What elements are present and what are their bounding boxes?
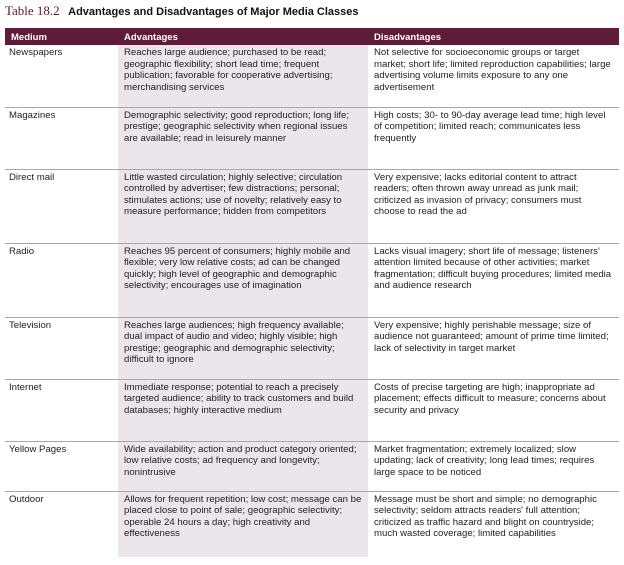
disadvantages-cell: Market fragmentation; extremely localized; slow updating; lack of creativity; long lead times; requires large space to be noticed xyxy=(374,443,595,478)
table-row xyxy=(5,107,619,169)
medium-cell: Radio xyxy=(9,245,35,257)
medium-cell: Internet xyxy=(9,381,42,393)
header-row xyxy=(5,28,619,45)
table-caption xyxy=(5,2,359,18)
table-row xyxy=(5,441,619,491)
medium-cell: Outdoor xyxy=(9,493,44,505)
table-row xyxy=(5,379,619,441)
table-row xyxy=(5,45,619,107)
disadvantages-cell: High costs; 30- to 90-day average lead time; high level of competition; limited reach; communicates less frequently xyxy=(374,109,606,144)
table-row xyxy=(5,317,619,379)
table-row xyxy=(5,243,619,317)
medium-cell: Yellow Pages xyxy=(9,443,67,455)
header-medium: Medium xyxy=(5,28,118,45)
table-row xyxy=(5,169,619,243)
advantages-cell: Wide availability; action and product category oriented; low relative costs; ad frequency and longevity; nonintrusive xyxy=(118,441,368,491)
medium-cell: Newspapers xyxy=(9,47,63,58)
disadvantages-cell: Very expensive; lacks editorial content to attract readers; often thrown away unread as junk mail; criticized as invasion of privacy; consumers must choose to read the ad xyxy=(374,171,582,217)
advantages-cell: Reaches large audience; purchased to be read; geographic flexibility; short lead time; frequent publication; favorable for cooperative advertising; merchandising services xyxy=(118,45,368,107)
disadvantages-cell: Not selective for socioeconomic groups or target market; short life; limited reproduction capabilities; large advertising volume limits exposure to any one advertisement xyxy=(374,47,611,93)
advantages-cell: Allows for frequent repetition; low cost; message can be placed close to point of sale; geographic selectivity; operable 24 hours a day; high creativity and effectiveness xyxy=(118,491,368,557)
table-title: Advantages and Disadvantages of Major Media Classes xyxy=(68,6,359,18)
medium-cell: Magazines xyxy=(9,109,56,121)
advantages-cell: Reaches 95 percent of consumers; highly mobile and flexible; very low relative costs; ad can be changed quickly; high level of geographic and demographic selectivity; encourages use of imagination xyxy=(118,243,368,317)
table-row xyxy=(5,491,619,557)
advantages-cell: Immediate response; potential to reach a precisely targeted audience; ability to track customers and build databases; highly interactive medium xyxy=(118,379,368,441)
disadvantages-cell: Very expensive; highly perishable message; size of audience not guaranteed; amount of prime time limited; lack of selectivity in target market xyxy=(374,319,609,354)
medium-cell: Direct mail xyxy=(9,171,55,183)
disadvantages-cell: Costs of precise targeting are high; inappropriate ad placement; effects difficult to measure; concerns about security and privacy xyxy=(374,381,606,416)
medium-cell: Television xyxy=(9,319,52,331)
disadvantages-cell: Lacks visual imagery; short life of message; listeners' attention limited because of other activities; market fragmentation; difficult buying procedures; limited media and audience research xyxy=(374,245,612,291)
media-comparison-table xyxy=(5,28,619,557)
header-disadvantages: Disadvantages xyxy=(368,28,619,45)
disadvantages-cell: Message must be short and simple; no demographic selectivity; seldom attracts readers' full attention; criticized as traffic hazard and blight on countryside; much wasted coverage; limited capabilities xyxy=(374,493,597,539)
header-advantages: Advantages xyxy=(118,28,368,45)
table-number: Table 18.2 xyxy=(5,3,60,18)
advantages-cell: Reaches large audiences; high frequency available; dual impact of audio and video; highly visible; high prestige; geographic and demographic selectivity; difficult to ignore xyxy=(118,317,368,379)
advantages-cell: Little wasted circulation; highly selective; circulation controlled by advertiser; few distractions; personal; stimulates actions; use of novelty; relatively easy to measure performance; hidden from competitors xyxy=(118,169,368,243)
advantages-cell: Demographic selectivity; good reproduction; long life; prestige; geographic selectivity when regional issues are available; read in leisurely manner xyxy=(118,107,368,169)
